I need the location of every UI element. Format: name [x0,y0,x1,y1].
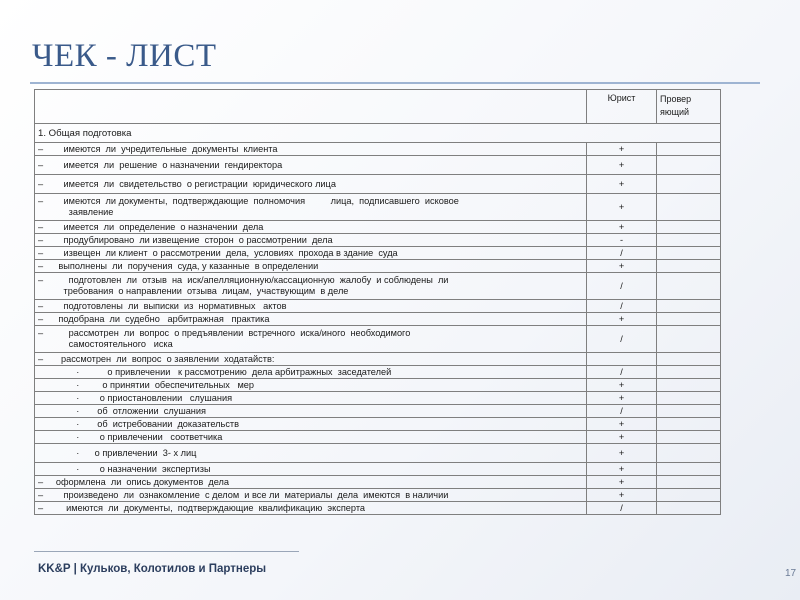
checker-mark [657,194,721,221]
footer-divider [34,551,299,552]
table-row [35,260,721,273]
checker-mark [657,273,721,300]
section-row [35,124,721,143]
checker-mark [657,366,721,379]
checklist-item-text: – имеется ли свидетельство о регистрации юридического лица [35,175,587,194]
lawyer-mark: / [587,300,657,313]
table-row [35,326,721,353]
table-row [35,431,721,444]
lawyer-mark: / [587,405,657,418]
lawyer-mark: + [587,194,657,221]
checker-mark [657,418,721,431]
table-row [35,194,721,221]
checker-mark [657,156,721,175]
checker-mark [657,502,721,515]
table-row [35,247,721,260]
table-row [35,444,721,463]
lawyer-mark: / [587,273,657,300]
table-row [35,313,721,326]
checker-mark [657,489,721,502]
lawyer-mark: + [587,431,657,444]
table-row [35,418,721,431]
table-row [35,143,721,156]
lawyer-mark: + [587,260,657,273]
checklist-item-text: – подготовлены ли выписки из нормативных актов [35,300,587,313]
checklist-item-text: · о привлечении к рассмотрению дела арбитражных заседателей [35,366,587,379]
checker-mark [657,234,721,247]
table-row [35,502,721,515]
checker-mark [657,431,721,444]
checker-mark [657,313,721,326]
lawyer-mark: + [587,175,657,194]
checker-mark [657,143,721,156]
checklist-item-text: · о привлечении соответчика [35,431,587,444]
checklist-item-text: · о назначении экспертизы [35,463,587,476]
table-row [35,463,721,476]
checklist-item-text: · о приостановлении слушания [35,392,587,405]
lawyer-mark: + [587,463,657,476]
checker-mark [657,326,721,353]
checklist-item-text: · о привлечении 3- х лиц [35,444,587,463]
checklist-item-text: – подготовлен ли отзыв на иск/апелляционную/кассационную жалобу и соблюдены ли требования о направлении отзыва лицам, участвующим в деле [35,273,587,300]
checklist-item-text: – имеется ли определение о назначении дела [35,221,587,234]
checklist-item-text: · об истребовании доказательств [35,418,587,431]
lawyer-mark: + [587,476,657,489]
lawyer-mark: + [587,418,657,431]
checker-mark [657,392,721,405]
lawyer-mark: / [587,502,657,515]
lawyer-mark: + [587,156,657,175]
table-row [35,476,721,489]
table-row [35,273,721,300]
table-row [35,405,721,418]
table-row [35,175,721,194]
lawyer-mark: / [587,247,657,260]
table-row [35,300,721,313]
footer-company: KK&P | Кульков, Колотилов и Партнеры [38,563,267,575]
header-item-cell [35,90,587,124]
lawyer-mark: + [587,444,657,463]
checker-mark [657,463,721,476]
checklist-table [34,89,721,515]
checklist-item-text: – оформлена ли опись документов дела [35,476,587,489]
checker-mark [657,379,721,392]
checker-mark [657,300,721,313]
checklist-item-text: – продублировано ли извещение сторон о рассмотрении дела [35,234,587,247]
checklist-item-text: – выполнены ли поручения суда, у казанные в определении [35,260,587,273]
lawyer-mark: / [587,366,657,379]
checker-mark [657,260,721,273]
table-row [35,489,721,502]
checklist-item-text: · об отложении слушания [35,405,587,418]
lawyer-mark: + [587,379,657,392]
lawyer-mark: + [587,313,657,326]
checker-mark [657,353,721,366]
lawyer-mark: / [587,326,657,353]
page-number: 17 [785,568,797,579]
checker-mark [657,405,721,418]
lawyer-mark: - [587,234,657,247]
header-lawyer: Юрист [587,90,657,124]
table-row [35,392,721,405]
title-divider [30,82,760,84]
table-header-row [35,90,721,124]
checker-mark [657,444,721,463]
checklist-item-text: – имеется ли решение о назначении гендиректора [35,156,587,175]
lawyer-mark: + [587,489,657,502]
checker-mark [657,221,721,234]
table-row [35,234,721,247]
checklist-item-text: · о принятии обеспечительных мер [35,379,587,392]
checklist-item-text: – извещен ли клиент о рассмотрении дела, условиях прохода в здание суда [35,247,587,260]
lawyer-mark: + [587,392,657,405]
table-row [35,366,721,379]
checklist-item-text: – имеются ли документы, подтверждающие полномочия лица, подписавшего исковое заявление [35,194,587,221]
section-title: 1. Общая подготовка [35,124,721,143]
checklist-item-text: – произведено ли ознакомление с делом и все ли материалы дела имеются в наличии [35,489,587,502]
slide-title: ЧЕК - ЛИСТ [32,38,217,74]
table-row [35,353,721,366]
table-row [35,221,721,234]
checklist-item-text: – рассмотрен ли вопрос о предъявлении встречного иска/иного необходимого самостоятельного иска [35,326,587,353]
table-row [35,379,721,392]
header-checker: Провер яющий [657,90,721,124]
checker-mark [657,247,721,260]
checklist-item-text: – имеются ли учредительные документы клиента [35,143,587,156]
checklist-item-text: – подобрана ли судебно арбитражная практика [35,313,587,326]
checklist-item-text: – рассмотрен ли вопрос о заявлении ходатайств: [35,353,587,366]
checker-mark [657,175,721,194]
checklist-item-text: – имеются ли документы, подтверждающие квалификацию эксперта [35,502,587,515]
lawyer-mark [587,353,657,366]
lawyer-mark: + [587,143,657,156]
lawyer-mark: + [587,221,657,234]
checker-mark [657,476,721,489]
table-row [35,156,721,175]
